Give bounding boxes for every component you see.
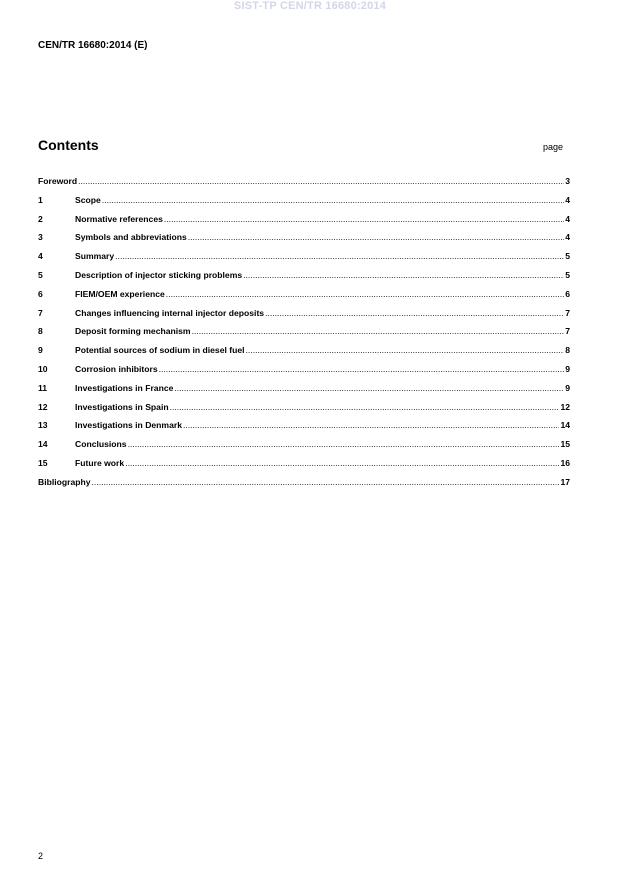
toc-entry[interactable] [38, 176, 570, 195]
toc-dot-leader [170, 402, 560, 413]
toc-entry-title[interactable]: FIEM/OEM experience [75, 288, 165, 299]
toc-entry-title[interactable]: Investigations in France [75, 382, 174, 393]
toc-entry-page[interactable]: 12 [560, 401, 570, 412]
toc-entry-number: 2 [38, 213, 43, 224]
toc-entry-number: 5 [38, 269, 43, 280]
toc-entry-page[interactable]: 6 [565, 288, 570, 299]
toc-entry-page[interactable]: 5 [565, 251, 570, 262]
toc-entry[interactable] [38, 308, 570, 327]
page-column-label: page [542, 142, 563, 152]
toc-dot-leader [166, 289, 564, 300]
toc-entry-title[interactable]: Scope [75, 194, 101, 205]
toc-entry-title[interactable]: Bibliography [38, 476, 91, 487]
toc-dot-leader [192, 326, 565, 337]
toc-entry[interactable] [38, 420, 570, 439]
toc-entry-page[interactable]: 7 [565, 307, 570, 318]
toc-entry-number: 7 [38, 307, 43, 318]
toc-dot-leader [102, 195, 564, 206]
toc-dot-leader [128, 439, 560, 450]
toc-dot-leader [183, 420, 559, 431]
toc-dot-leader [164, 214, 564, 225]
toc-entry-title[interactable]: Changes influencing internal injector deposits [75, 307, 265, 318]
toc-entry-page[interactable]: 7 [565, 326, 570, 337]
toc-entry-number: 14 [38, 439, 48, 450]
toc-entry-page[interactable]: 14 [560, 420, 570, 431]
toc-dot-leader [246, 345, 565, 356]
toc-entry-title[interactable]: Future work [75, 457, 125, 468]
toc-entry[interactable] [38, 383, 570, 402]
toc-entry-number: 11 [38, 382, 48, 393]
toc-entry-title[interactable]: Description of injector sticking problems [75, 269, 243, 280]
toc-dot-leader [243, 270, 564, 281]
toc-entry-page[interactable]: 8 [565, 345, 570, 356]
page-number: 2 [38, 851, 44, 861]
toc-dot-leader [174, 383, 564, 394]
toc-entry[interactable] [38, 232, 570, 251]
toc-entry-number: 10 [38, 363, 48, 374]
toc-entry[interactable] [38, 477, 570, 496]
toc-entry-number: 3 [38, 232, 43, 243]
toc-entry-title[interactable]: Corrosion inhibitors [75, 363, 158, 374]
toc-entry-number: 13 [38, 420, 48, 431]
toc-entry-number: 4 [38, 251, 43, 262]
toc-entry[interactable] [38, 251, 570, 270]
toc-entry-title[interactable]: Symbols and abbreviations [75, 232, 187, 243]
toc-entry-page[interactable]: 9 [565, 363, 570, 374]
toc-entry-page[interactable]: 9 [565, 382, 570, 393]
toc-entry[interactable] [38, 439, 570, 458]
toc-dot-leader [188, 232, 564, 243]
toc-dot-leader [125, 458, 559, 469]
toc-entry-title[interactable]: Deposit forming mechanism [75, 326, 191, 337]
toc-dot-leader [92, 477, 560, 488]
toc-entry[interactable] [38, 195, 570, 214]
toc-entry-page[interactable]: 16 [560, 457, 570, 468]
toc-entry-number: 9 [38, 345, 43, 356]
toc-entry-page[interactable]: 3 [565, 176, 570, 186]
contents-heading: Contents [38, 137, 99, 153]
toc-entry-page[interactable]: 17 [560, 476, 570, 487]
toc-entry-number: 1 [38, 194, 43, 205]
toc-entry-page[interactable]: 4 [565, 194, 570, 205]
toc-entry-page[interactable]: 4 [565, 213, 570, 224]
toc-entry-number: 6 [38, 288, 43, 299]
toc-entry-number: 8 [38, 326, 43, 337]
toc-entry-page[interactable]: 5 [565, 269, 570, 280]
toc-entry-title[interactable]: Foreword [38, 176, 78, 186]
toc-dot-leader [115, 251, 564, 262]
toc-entry-page[interactable]: 4 [565, 232, 570, 243]
watermark: SIST-TP CEN/TR 16680:2014 [233, 0, 387, 12]
toc-entry[interactable] [38, 326, 570, 345]
toc-entry-title[interactable]: Investigations in Denmark [75, 420, 182, 431]
document-id: CEN/TR 16680:2014 (E) [38, 40, 148, 51]
toc-entry-title[interactable]: Conclusions [75, 439, 127, 450]
toc-entry-title[interactable]: Potential sources of sodium in diesel fuel [75, 345, 245, 356]
toc-entry[interactable] [38, 214, 570, 233]
toc-entry-number: 15 [38, 457, 48, 468]
toc-entry[interactable] [38, 458, 570, 477]
toc-dot-leader [159, 364, 565, 375]
toc-entry[interactable] [38, 345, 570, 364]
toc-entry-number: 12 [38, 401, 48, 412]
toc-dot-leader [78, 176, 564, 187]
table-of-contents [38, 176, 570, 496]
toc-entry-title[interactable]: Investigations in Spain [75, 401, 169, 412]
toc-dot-leader [265, 308, 564, 319]
toc-entry-title[interactable]: Summary [75, 251, 115, 262]
toc-entry[interactable] [38, 270, 570, 289]
toc-entry-page[interactable]: 15 [560, 439, 570, 450]
toc-entry[interactable] [38, 364, 570, 383]
toc-entry[interactable] [38, 402, 570, 421]
toc-entry-title[interactable]: Normative references [75, 213, 163, 224]
toc-entry[interactable] [38, 289, 570, 308]
